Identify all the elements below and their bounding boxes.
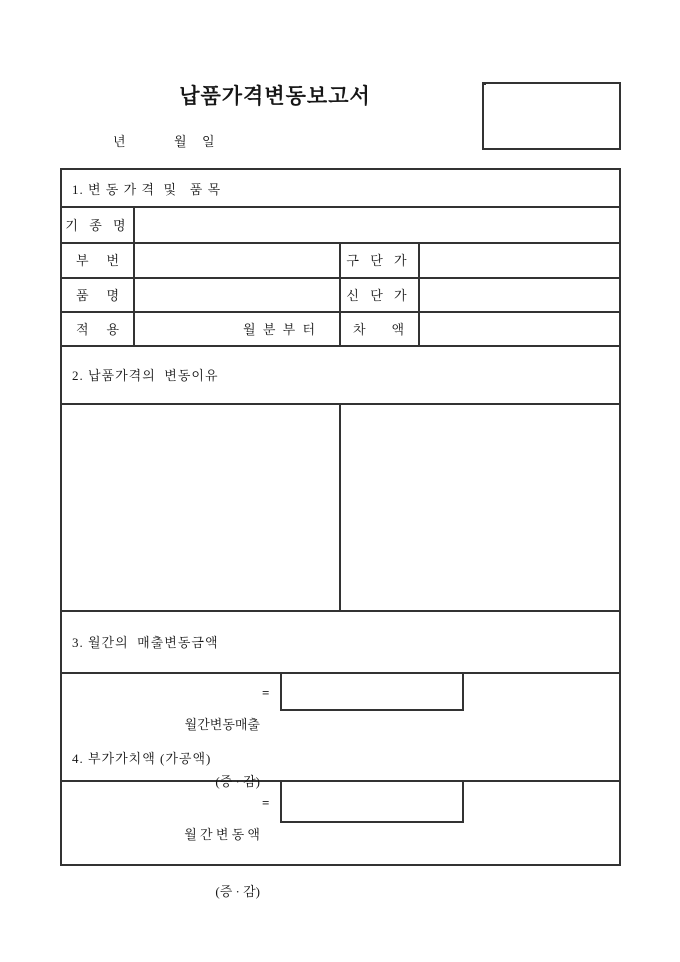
monthly-sales-change-label-line2: (증 · 감) <box>215 774 260 789</box>
monthly-change-amount-label-line1: 월 간 변 동 액 <box>184 827 260 842</box>
part-number-label <box>62 242 133 277</box>
monthly-sales-change-label-line1: 월간변동매출 <box>184 717 260 732</box>
difference-label <box>339 311 418 345</box>
difference-input-cell[interactable] <box>418 311 619 345</box>
difference-label-char: 액 <box>391 321 404 337</box>
day-label: 일 <box>202 134 215 149</box>
section1-heading: 1. 변 동 가 격 및 품 목 <box>72 181 222 197</box>
equals-sign: = <box>262 795 270 810</box>
model-name-label: 기 종 명 <box>65 217 130 233</box>
old-unit-price-input-cell[interactable] <box>418 242 619 277</box>
application-month-input-cell[interactable] <box>133 311 339 345</box>
reason-left-box[interactable] <box>62 403 339 610</box>
report-form <box>60 168 621 899</box>
part-number-input-cell[interactable] <box>133 242 339 277</box>
monthly-change-amount-input-box[interactable] <box>280 780 464 823</box>
application-label-char: 적 <box>76 321 89 337</box>
difference-label-char: 차 <box>353 321 366 337</box>
model-name-input-cell[interactable] <box>133 206 619 242</box>
section4-heading: 4. 부가가치액 (가공액) <box>72 751 212 766</box>
old-unit-price-label: 구 단 가 <box>346 253 411 268</box>
month-label: 월 <box>174 134 187 149</box>
item-name-label <box>62 277 133 311</box>
item-name-label-char: 명 <box>106 287 119 303</box>
application-label-char: 용 <box>106 321 119 337</box>
item-name-label-char: 품 <box>76 287 89 303</box>
reason-right-box[interactable] <box>339 403 619 610</box>
section3-heading: 3. 월간의 매출변동금액 <box>72 634 219 650</box>
year-label: 년 <box>113 134 126 149</box>
monthly-change-amount-label <box>62 787 260 939</box>
application-label <box>62 311 133 345</box>
approval-stamp-cell[interactable] <box>484 84 486 85</box>
equals-sign: = <box>262 685 270 700</box>
approval-stamp-table <box>482 82 621 150</box>
page-title: 납품가격변동보고서 <box>179 84 371 108</box>
new-unit-price-input-cell[interactable] <box>418 277 619 311</box>
monthly-sales-change-input-box[interactable] <box>280 672 464 711</box>
part-number-label-char: 부 <box>76 253 89 268</box>
part-number-label-char: 번 <box>106 253 119 268</box>
monthly-change-amount-label-line2: (증 · 감) <box>215 884 260 899</box>
item-name-input-cell[interactable] <box>133 277 339 311</box>
section2-heading: 2. 납품가격의 변동이유 <box>72 367 219 383</box>
new-unit-price-label: 신 단 가 <box>346 287 411 303</box>
application-month-note: 월 분 부 터 <box>243 321 317 337</box>
